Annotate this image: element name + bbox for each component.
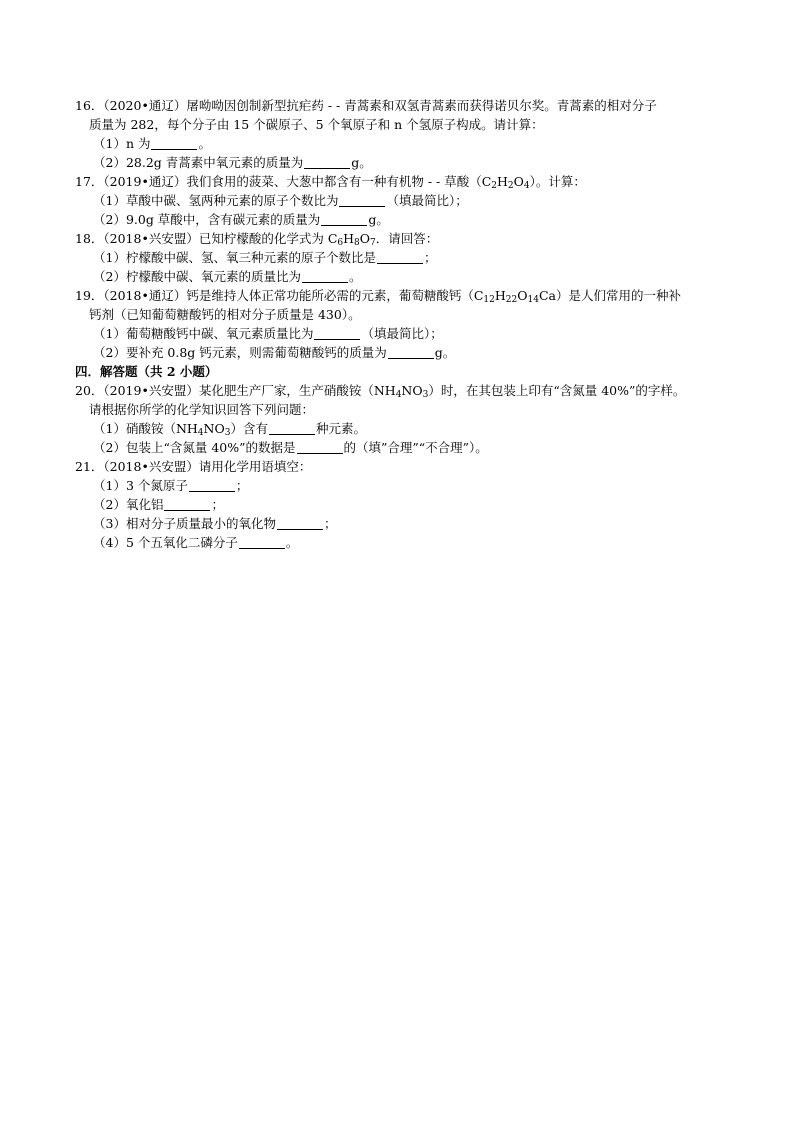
answer-blank[interactable] <box>277 517 323 530</box>
part-text: （1）n 为 <box>93 136 151 151</box>
question-20-line-2 <box>75 400 725 419</box>
question-source: （2019•兴安盟） <box>103 383 199 398</box>
answer-blank[interactable] <box>304 156 350 169</box>
formula-text: H <box>497 174 508 189</box>
subscript: 12 <box>483 295 495 305</box>
part-text: ； <box>211 497 224 512</box>
question-17-part-1 <box>75 191 725 210</box>
part-text: 。 <box>285 535 299 550</box>
part-text: （4）5 个五氧化二磷分子 <box>93 535 238 550</box>
part-text: （2）包装上“含氮量 40%”的数据是 <box>93 440 296 455</box>
part-text: g。 <box>368 212 389 227</box>
question-16-line-1 <box>75 96 725 115</box>
question-21-line-1 <box>75 457 725 476</box>
question-18-part-1 <box>75 248 725 267</box>
part-text: ； <box>323 516 337 531</box>
subscript: 4 <box>523 181 530 191</box>
question-number: 21． <box>75 459 104 474</box>
question-20-line-1 <box>75 381 725 400</box>
question-stem: 钙是维持人体正常功能所必需的元素，葡萄糖酸钙（C <box>186 288 484 303</box>
question-16-line-2 <box>75 115 725 134</box>
question-stem: ）时，在其包装上印有“含氮量 40%”的字样。 <box>428 383 686 398</box>
question-stem: Ca）是人们常用的一种补 <box>538 288 681 303</box>
question-source: （2019•通辽） <box>103 174 187 189</box>
question-21-part-2 <box>75 495 725 514</box>
question-source: （2018•兴安盟） <box>103 459 199 474</box>
answer-blank[interactable] <box>321 213 367 226</box>
part-text: （填最简比）； <box>386 193 468 208</box>
question-stem: 请用化学用语填空： <box>198 459 312 474</box>
part-text: g。 <box>351 155 372 170</box>
question-17-line-1 <box>75 172 725 191</box>
answer-blank[interactable] <box>339 194 385 207</box>
part-text: （1）柠檬酸中碳、氢、氧三种元素的原子个数比是 <box>93 250 376 265</box>
question-19-line-2 <box>75 305 725 324</box>
question-18-line-1 <box>75 229 725 248</box>
question-number: 16． <box>75 98 104 113</box>
part-text: ； <box>423 250 437 265</box>
formula-text: O <box>359 231 371 246</box>
formula-text: O <box>517 288 528 303</box>
part-text: （2）9.0g 草酸中，含有碳元素的质量为 <box>93 212 321 227</box>
part-text: （1）硝酸铵（NH <box>93 421 198 436</box>
question-stem: 已知柠檬酸的化学式为 C <box>198 231 338 246</box>
answer-blank[interactable] <box>151 137 197 150</box>
answer-blank[interactable] <box>269 422 315 435</box>
question-19-part-1 <box>75 324 725 343</box>
question-16-part-1 <box>75 134 725 153</box>
subscript: 4 <box>395 390 402 400</box>
part-text: （2）柠檬酸中碳、氧元素的质量比为 <box>93 269 301 284</box>
formula-text: H <box>343 231 355 246</box>
part-text: 。 <box>198 136 211 151</box>
subscript: 8 <box>354 238 360 248</box>
question-source: （2018•通辽） <box>103 288 187 303</box>
question-stem: 某化肥生产厂家，生产硝酸铵（NH <box>198 383 396 398</box>
answer-blank[interactable] <box>297 441 343 454</box>
question-20-part-2 <box>75 438 725 457</box>
answer-blank[interactable] <box>164 498 210 511</box>
subscript: 4 <box>197 428 204 438</box>
answer-blank[interactable] <box>377 251 423 264</box>
part-text: （1）葡萄糖酸钙中碳、氧元素质量比为 <box>93 326 314 341</box>
question-stem: 屠呦呦因创制新型抗疟药 - - 青蒿素和双氢青蒿素而获得诺贝尔奖。青蒿素的相对分子 <box>186 98 657 113</box>
question-16-part-2 <box>75 153 725 172</box>
part-text: （2）要补充 0.8g 钙元素，则需葡萄糖酸钙的质量为 <box>93 345 387 360</box>
subscript: 22 <box>505 295 518 305</box>
subscript: 6 <box>337 238 344 248</box>
question-number: 20． <box>75 383 104 398</box>
part-text: 。 <box>348 269 362 284</box>
question-source: （2020•通辽） <box>103 98 187 113</box>
worksheet-page <box>75 96 725 552</box>
question-number: 17． <box>75 174 104 189</box>
question-21-part-4 <box>75 533 725 552</box>
part-text: 种元素。 <box>315 421 366 436</box>
answer-blank[interactable] <box>314 327 360 340</box>
question-number: 18． <box>75 231 104 246</box>
answer-blank[interactable] <box>189 479 235 492</box>
part-text: （1）3 个氮原子 <box>93 478 188 493</box>
answer-blank[interactable] <box>302 270 348 283</box>
formula-text: O <box>513 174 524 189</box>
question-18-part-2 <box>75 267 725 286</box>
part-text: （2）28.2g 青蒿素中氧元素的质量为 <box>93 155 304 170</box>
question-19-line-1 <box>75 286 725 305</box>
subscript: 3 <box>224 428 231 438</box>
question-19-part-2 <box>75 343 725 362</box>
subscript: 3 <box>422 390 429 400</box>
subscript: 2 <box>491 181 498 191</box>
question-stem: ．请回答： <box>375 231 439 246</box>
answer-blank[interactable] <box>388 346 434 359</box>
part-text: ）含有 <box>230 421 268 436</box>
question-stem: 请根据你所学的化学知识回答下列问题： <box>89 402 315 417</box>
question-number: 19． <box>75 288 104 303</box>
question-20-part-1 <box>75 419 725 438</box>
subscript: 7 <box>370 238 376 248</box>
question-stem: 质量为 282，每个分子由 15 个碳原子、5 个氧原子和 n 个氢原子构成。请计算： <box>89 117 544 132</box>
section-heading: 四．解答题（共 2 小题） <box>75 364 218 379</box>
question-stem: 钙剂（已知葡萄糖酸钙的相对分子质量是 430）。 <box>89 307 361 322</box>
subscript: 14 <box>527 295 539 305</box>
formula-text: NO <box>203 421 225 436</box>
answer-blank[interactable] <box>239 536 285 549</box>
part-text: ； <box>235 478 249 493</box>
part-text: （1）草酸中碳、氢两种元素的原子个数比为 <box>93 193 339 208</box>
part-text: 的（填”合理”“不合理”）。 <box>343 440 488 455</box>
part-text: （2）氧化铝 <box>93 497 164 512</box>
subscript: 2 <box>507 181 514 191</box>
part-text: （填最简比）； <box>361 326 443 341</box>
question-source: （2018•兴安盟） <box>103 231 199 246</box>
question-21-part-3 <box>75 514 725 533</box>
question-21-part-1 <box>75 476 725 495</box>
question-stem: 我们食用的菠菜、大葱中都含有一种有机物 - - 草酸（C <box>186 174 492 189</box>
question-17-part-2 <box>75 210 725 229</box>
formula-text: NO <box>401 383 423 398</box>
question-stem: ）。计算： <box>529 174 586 189</box>
formula-text: H <box>494 288 506 303</box>
part-text: （3）相对分子质量最小的氧化物 <box>93 516 276 531</box>
part-text: g。 <box>434 345 456 360</box>
